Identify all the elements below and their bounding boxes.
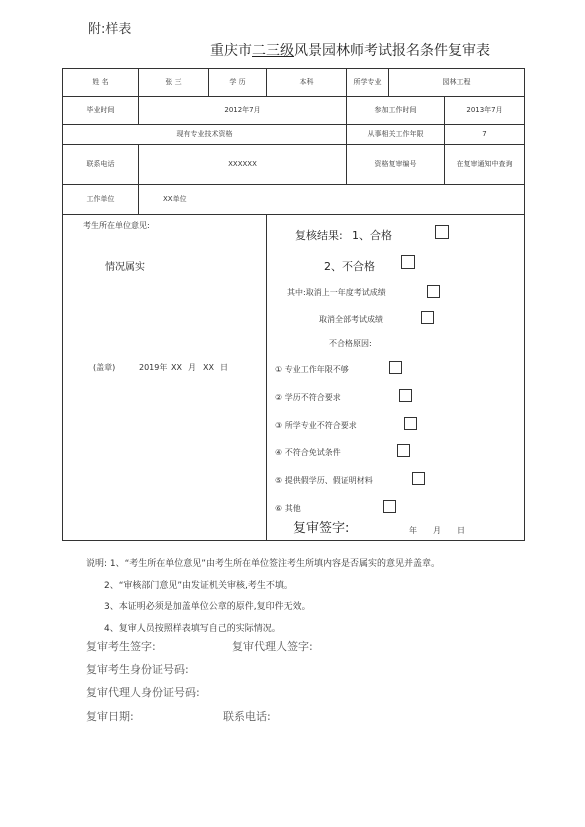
review-month-label: 月 xyxy=(433,526,441,535)
reason-education: ② 学历不符合要求 xyxy=(275,393,341,402)
reviewer-signature-label: 复审签字: xyxy=(293,521,350,536)
note-3: 3、本证明必须是加盖单位公章的原件,复印件无效。 xyxy=(104,602,311,612)
title-underlined: 二三级 xyxy=(252,43,294,59)
checkbox-square-icon xyxy=(399,389,412,402)
row-basic-info xyxy=(63,69,525,97)
pass-checkbox[interactable] xyxy=(435,225,449,239)
fail-option-label: 2、不合格 xyxy=(324,260,375,273)
stamp-month-label: 月 xyxy=(188,363,196,372)
work-years-label: 从事相关工作年限 xyxy=(347,125,445,145)
cancel-all-label: 取消全部考试成绩 xyxy=(319,315,383,324)
checkbox-square-icon xyxy=(401,255,415,269)
education-label: 学 历 xyxy=(209,69,267,97)
unit-opinion-text[interactable]: 情况属实 xyxy=(105,262,145,273)
cancel-previous-checkbox[interactable] xyxy=(427,285,440,298)
title-prefix: 重庆市 xyxy=(210,43,252,59)
agent-id-label: 复审代理人身份证号码: xyxy=(86,686,200,699)
work-years-value[interactable]: 7 xyxy=(445,125,525,145)
checkbox-square-icon xyxy=(389,361,402,374)
work-start-value[interactable]: 2013年7月 xyxy=(445,97,525,125)
reason-work-years: ① 专业工作年限不够 xyxy=(275,365,349,374)
row-qualification xyxy=(63,125,525,145)
reason-false-materials-checkbox[interactable] xyxy=(412,472,425,485)
checkbox-square-icon xyxy=(397,444,410,457)
name-label: 姓 名 xyxy=(63,69,139,97)
fail-reasons-title: 不合格原因: xyxy=(329,339,372,348)
cancel-previous-label: 其中:取消上一年度考试成绩 xyxy=(287,288,386,297)
review-result-label: 复核结果: xyxy=(295,229,343,242)
stamp-year: 2019年 xyxy=(139,363,168,372)
checkbox-square-icon xyxy=(421,311,434,324)
major-label: 所学专业 xyxy=(347,69,389,97)
row-work-unit xyxy=(63,185,525,215)
work-unit-value[interactable]: XX单位 xyxy=(139,185,525,215)
checkbox-square-icon xyxy=(427,285,440,298)
candidate-signature-label: 复审考生签字: xyxy=(86,640,156,653)
checkbox-square-icon xyxy=(435,225,449,239)
contact-phone-label: 联系电话: xyxy=(223,710,271,723)
checkbox-square-icon xyxy=(404,417,417,430)
review-day-label: 日 xyxy=(457,526,465,535)
phone-value[interactable]: XXXXXX xyxy=(139,145,347,185)
review-number-value: 在复审通知中查询 xyxy=(445,145,525,185)
title-suffix: 风景园林师考试报名条件复审表 xyxy=(294,43,490,59)
phone-label: 联系电话 xyxy=(63,145,139,185)
row-contact xyxy=(63,145,525,185)
reason-major-checkbox[interactable] xyxy=(404,417,417,430)
checkbox-square-icon xyxy=(412,472,425,485)
stamp-day-label: 日 xyxy=(220,363,228,372)
page-title xyxy=(210,40,490,60)
appendix-label: 附:样表 xyxy=(88,22,132,37)
review-date-label: 复审日期: xyxy=(86,710,134,723)
stamp-day-value: XX xyxy=(203,363,214,372)
reason-false-materials: ⑤ 提供假学历、假证明材料 xyxy=(275,476,373,485)
graduation-label: 毕业时间 xyxy=(63,97,139,125)
reason-work-years-checkbox[interactable] xyxy=(389,361,402,374)
reason-exemption: ④ 不符合免试条件 xyxy=(275,448,341,457)
major-value[interactable]: 园林工程 xyxy=(389,69,525,97)
reason-exemption-checkbox[interactable] xyxy=(397,444,410,457)
reason-other: ⑥ 其他 xyxy=(275,504,301,513)
review-year-label: 年 xyxy=(409,526,417,535)
pass-option-label: 1、合格 xyxy=(352,229,392,242)
note-4: 4、复审人员按照样表填写自己的实际情况。 xyxy=(104,624,281,634)
reason-other-checkbox[interactable] xyxy=(383,500,396,513)
note-1: 说明: 1、“考生所在单位意见”由考生所在单位签注考生所填内容是否属实的意见并盖章。 xyxy=(86,559,440,569)
agent-signature-label: 复审代理人签字: xyxy=(232,640,313,653)
unit-opinion-title: 考生所在单位意见: xyxy=(83,221,150,230)
unit-opinion-panel xyxy=(63,215,267,541)
reason-education-checkbox[interactable] xyxy=(399,389,412,402)
stamp-label: (盖章) xyxy=(93,363,116,372)
work-unit-label: 工作单位 xyxy=(63,185,139,215)
review-number-label: 资格复审编号 xyxy=(347,145,445,185)
stamp-month-value: XX xyxy=(171,363,182,372)
work-start-label: 参加工作时间 xyxy=(347,97,445,125)
education-value[interactable]: 本科 xyxy=(267,69,347,97)
cancel-all-checkbox[interactable] xyxy=(421,311,434,324)
note-2: 2、“审核部门意见”由发证机关审核,考生不填。 xyxy=(104,581,293,591)
review-result-panel xyxy=(267,215,525,541)
reason-major: ③ 所学专业不符合要求 xyxy=(275,421,357,430)
review-form-table xyxy=(62,68,525,541)
checkbox-square-icon xyxy=(383,500,396,513)
name-value[interactable]: 张 三 xyxy=(139,69,209,97)
row-dates xyxy=(63,97,525,125)
fail-checkbox[interactable] xyxy=(401,255,415,269)
graduation-value[interactable]: 2012年7月 xyxy=(139,97,347,125)
candidate-id-label: 复审考生身份证号码: xyxy=(86,663,189,676)
row-opinions xyxy=(63,215,525,541)
qualification-label: 现有专业技术资格 xyxy=(63,125,347,145)
